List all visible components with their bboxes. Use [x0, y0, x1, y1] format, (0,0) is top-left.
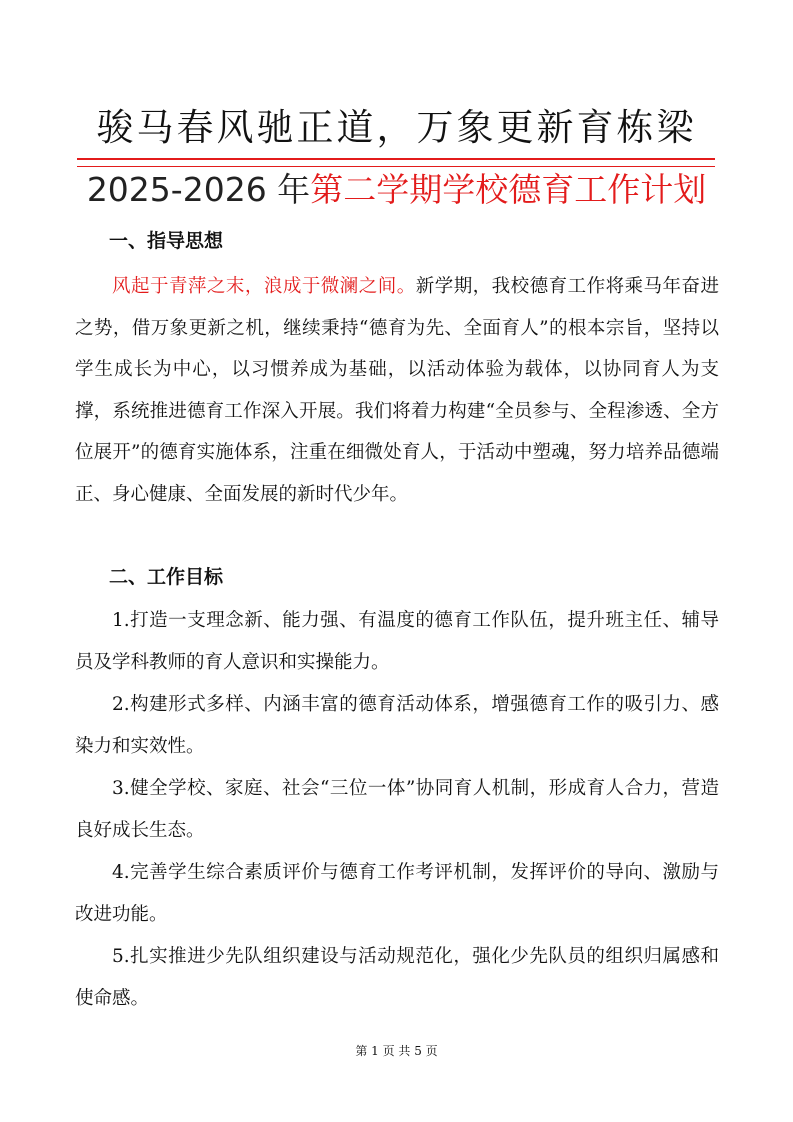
section-heading-guiding-ideology: 一、指导思想 — [109, 230, 224, 252]
intro-body-text: 新学期，我校德育工作将乘马年奋进之势，借万象更新之机，继续秉持“德育为先、全面育人”的根本宗旨，坚持以学生成长为中心，以习惯养成为基础，以活动体验为载体，以协同育人为支撑，系统推进德育工作深入开展。我们将着力构建“全员参与、全程渗透、全方位展开”的德育实施体系，注重在细微处育人，于活动中塑魂，努力培养品德端正、身心健康、全面发展的新时代少年。 — [75, 276, 719, 505]
goal-item-2: 2.构建形式多样、内涵丰富的德育活动体系，增强德育工作的吸引力、感染力和实效性。 — [75, 694, 719, 757]
subtitle-text: 第二学期学校德育工作计划 — [310, 170, 707, 209]
goal-item-5: 5.扎实推进少先队组织建设与活动规范化，强化少先队员的组织归属感和使命感。 — [75, 946, 719, 1009]
subtitle-year: 2025-2026 年 — [86, 170, 311, 209]
page-number-footer: 第 1 页 共 5 页 — [355, 1044, 438, 1058]
section-heading-work-goals: 二、工作目标 — [109, 566, 224, 588]
document-title: 骏马春风驰正道，万象更新育栋梁 — [96, 106, 697, 149]
goal-item-4: 4.完善学生综合素质评价与德育工作考评机制，发挥评价的导向、激励与改进功能。 — [75, 862, 719, 925]
goal-item-3: 3.健全学校、家庭、社会“三位一体”协同育人机制，形成育人合力，营造良好成长生态。 — [75, 778, 719, 841]
intro-lead-sentence: 风起于青萍之末，浪成于微澜之间。 — [112, 276, 416, 297]
guiding-ideology-paragraph — [75, 266, 719, 515]
document-subtitle — [0, 168, 793, 212]
title-divider-thin — [77, 166, 715, 167]
goal-item-1: 1.打造一支理念新、能力强、有温度的德育工作队伍，提升班主任、辅导员及学科教师的育人意识和实操能力。 — [75, 610, 719, 673]
title-divider-thick — [77, 158, 715, 160]
